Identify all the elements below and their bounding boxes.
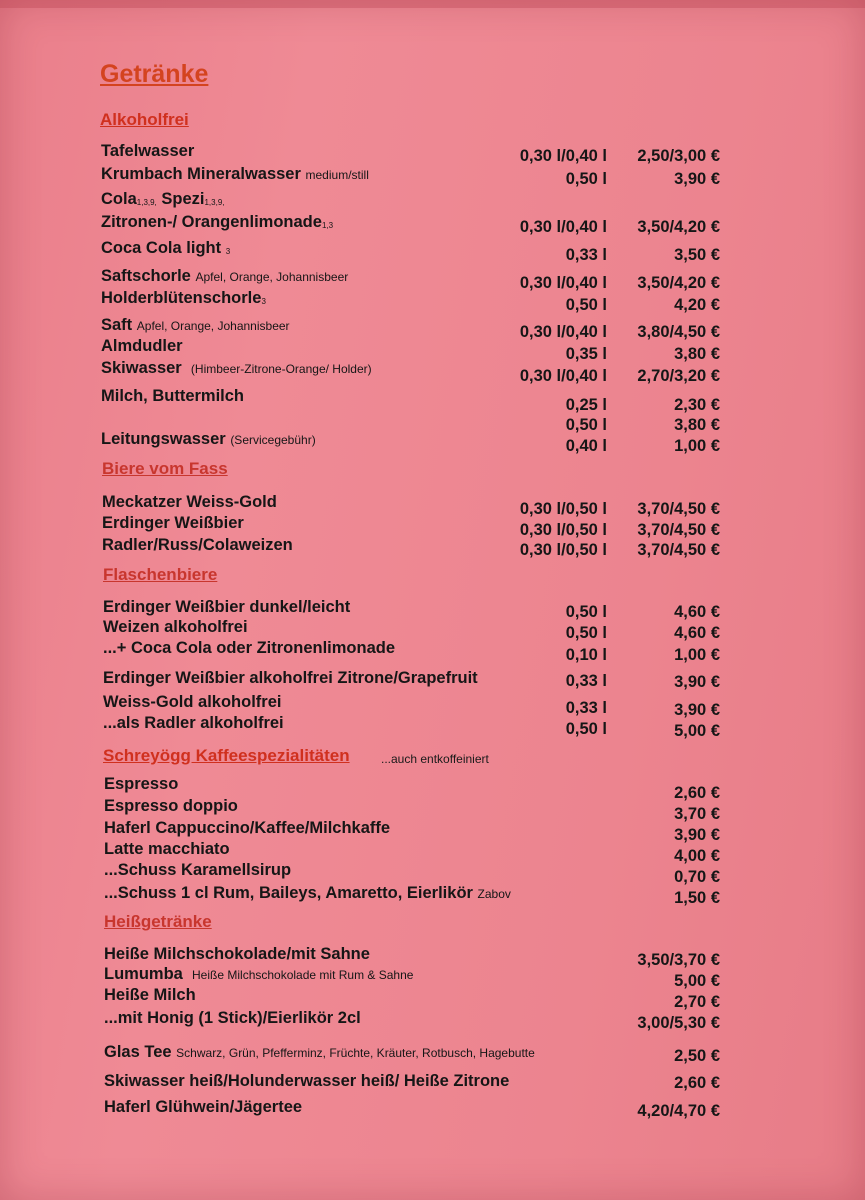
menu-item bbox=[0, 964, 865, 990]
item-name-wrap bbox=[104, 1042, 535, 1063]
item-volume: 0,40 l bbox=[565, 437, 607, 455]
item-price: 3,70/4,50 € bbox=[637, 521, 720, 539]
menu-item bbox=[0, 1097, 865, 1120]
item-price: 4,60 € bbox=[674, 624, 720, 642]
item-price: 3,80 € bbox=[674, 416, 720, 434]
item-note: medium/still bbox=[305, 168, 369, 182]
menu-item bbox=[0, 238, 865, 264]
item-name-wrap bbox=[104, 883, 511, 904]
menu-item bbox=[0, 692, 865, 719]
item-price: 3,00/5,30 € bbox=[637, 1014, 720, 1032]
menu-item bbox=[0, 535, 865, 559]
item-name: Saft bbox=[101, 316, 133, 334]
item-price: 3,70/4,50 € bbox=[637, 500, 720, 518]
item-volume: 0,33 l bbox=[565, 246, 607, 264]
item-name: ...Schuss Karamellsirup bbox=[104, 861, 292, 879]
item-price: 4,20 € bbox=[674, 296, 720, 314]
item-name: Weiss-Gold alkoholfrei bbox=[103, 693, 282, 711]
item-name: Radler/Russ/Colaweizen bbox=[102, 536, 293, 554]
menu-item bbox=[0, 774, 865, 802]
menu-item bbox=[0, 1071, 865, 1091]
item-note: Schwarz, Grün, Pfefferminz, Früchte, Kräuter, Rotbusch, Hagebutte bbox=[176, 1046, 535, 1060]
item-price: 2,30 € bbox=[674, 396, 720, 414]
item-name: Cola bbox=[101, 190, 137, 208]
menu-item bbox=[0, 288, 865, 314]
menu-item bbox=[0, 189, 865, 209]
item-name: Weizen alkoholfrei bbox=[103, 618, 248, 636]
item-name: Haferl Glühwein/Jägertee bbox=[104, 1098, 303, 1116]
item-name: Glas Tee bbox=[104, 1043, 172, 1061]
item-name: Latte macchiato bbox=[104, 840, 230, 858]
item-name: Erdinger Weißbier dunkel/leicht bbox=[103, 598, 351, 616]
item-volume: 0,33 l bbox=[565, 699, 607, 717]
item-note: Zabov bbox=[477, 887, 511, 901]
item-price: 5,00 € bbox=[674, 722, 720, 740]
item-price: 3,50 € bbox=[674, 246, 720, 264]
item-volume: 0,30 l/0,40 l bbox=[519, 274, 607, 292]
item-volume: 0,30 l/0,50 l bbox=[519, 521, 607, 539]
item-name: Haferl Cappuccino/Kaffee/Milchkaffe bbox=[104, 819, 391, 837]
item-name: Lumumba bbox=[104, 965, 183, 983]
item-volume: 0,50 l bbox=[565, 603, 607, 621]
item-volume: 0,25 l bbox=[565, 396, 607, 414]
item-price: 3,90 € bbox=[674, 673, 720, 691]
item-name-wrap bbox=[101, 164, 369, 185]
item-name: Krumbach Mineralwasser bbox=[101, 165, 301, 183]
item-volume: 0,50 l bbox=[565, 296, 607, 314]
item-name: Skiwasser bbox=[101, 359, 182, 377]
item-name-wrap bbox=[101, 238, 230, 262]
item-name: Skiwasser heiß/Holunderwasser heiß/ Heiße Zitrone bbox=[104, 1072, 510, 1090]
menu-item bbox=[0, 429, 865, 455]
item-name-wrap bbox=[101, 429, 316, 450]
allergen-codes: 1,3 bbox=[321, 221, 334, 230]
item-name: Almdudler bbox=[101, 337, 183, 355]
item-price: 4,20/4,70 € bbox=[637, 1102, 720, 1120]
item-price: 0,70 € bbox=[674, 868, 720, 886]
item-price: 2,70 € bbox=[674, 993, 720, 1011]
item-price: 1,00 € bbox=[674, 646, 720, 664]
item-price: 3,90 € bbox=[674, 701, 720, 719]
item-volume: 0,30 l/0,40 l bbox=[519, 323, 607, 341]
item-volume: 0,30 l/0,50 l bbox=[519, 500, 607, 518]
item-name-wrap bbox=[101, 358, 372, 379]
menu-item bbox=[0, 883, 865, 907]
item-name: ...als Radler alkoholfrei bbox=[103, 714, 284, 732]
menu-item bbox=[0, 985, 865, 1011]
menu-item bbox=[0, 513, 865, 539]
menu-item bbox=[0, 860, 865, 886]
item-name: Spezi bbox=[161, 190, 205, 208]
item-name: Heiße Milchschokolade/mit Sahne bbox=[104, 945, 370, 963]
menu-item bbox=[0, 617, 865, 642]
item-name-wrap bbox=[101, 212, 333, 236]
item-price: 2,60 € bbox=[674, 784, 720, 802]
item-name: ...+ Coca Cola oder Zitronenlimonade bbox=[103, 639, 396, 657]
menu-item-values bbox=[0, 146, 865, 166]
item-volume: 0,30 l/0,40 l bbox=[519, 218, 607, 236]
item-price: 2,60 € bbox=[674, 1074, 720, 1092]
item-price: 5,00 € bbox=[674, 972, 720, 990]
menu-item bbox=[0, 358, 865, 385]
item-note: Heiße Milchschokolade mit Rum & Sahne bbox=[192, 968, 414, 982]
item-name: Erdinger Weißbier alkoholfrei Zitrone/Grapefruit bbox=[103, 669, 478, 687]
item-price: 2,50/3,00 € bbox=[637, 147, 720, 165]
item-volume: 0,50 l bbox=[565, 416, 607, 434]
item-name-wrap bbox=[104, 964, 413, 985]
item-name: ...Schuss 1 cl Rum, Baileys, Amaretto, Eierlikör bbox=[104, 884, 473, 902]
item-name-wrap bbox=[101, 189, 225, 213]
item-volume: 0,50 l bbox=[565, 624, 607, 642]
item-volume: 0,33 l bbox=[565, 672, 607, 690]
item-price: 3,80/4,50 € bbox=[637, 323, 720, 341]
item-price: 2,70/3,20 € bbox=[637, 367, 720, 385]
item-name-wrap bbox=[101, 266, 348, 287]
item-name: Holderblütenschorle bbox=[101, 289, 262, 307]
page-title: Getränke bbox=[100, 60, 209, 88]
item-price: 4,00 € bbox=[674, 847, 720, 865]
item-price: 3,50/4,20 € bbox=[637, 274, 720, 292]
item-volume: 0,30 l/0,40 l bbox=[519, 147, 607, 165]
item-price: 3,50/3,70 € bbox=[637, 951, 720, 969]
item-price: 3,70 € bbox=[674, 805, 720, 823]
item-price: 1,00 € bbox=[674, 437, 720, 455]
item-name: Tafelwasser bbox=[101, 142, 195, 160]
menu-item bbox=[0, 315, 865, 341]
item-name: Erdinger Weißbier bbox=[102, 514, 244, 532]
menu-item bbox=[0, 818, 865, 844]
menu-item bbox=[0, 713, 865, 740]
item-price: 3,80 € bbox=[674, 345, 720, 363]
section-flaschenbiere: Flaschenbiere bbox=[103, 565, 218, 584]
item-name: Espresso doppio bbox=[104, 797, 238, 815]
menu-item bbox=[0, 597, 865, 621]
item-name: Saftschorle bbox=[101, 267, 191, 285]
section-kaffeespezialitaeten: Schreyögg Kaffeespezialitäten bbox=[103, 746, 350, 765]
item-price: 2,50 € bbox=[674, 1047, 720, 1065]
menu-item bbox=[0, 796, 865, 823]
item-volume: 0,30 l/0,40 l bbox=[519, 367, 607, 385]
allergen-codes: 1,3,9, bbox=[136, 198, 157, 207]
item-name: Milch, Buttermilch bbox=[101, 387, 245, 405]
item-volume: 0,10 l bbox=[565, 646, 607, 664]
item-name: Heiße Milch bbox=[104, 986, 196, 1004]
item-volume: 0,30 l/0,50 l bbox=[519, 541, 607, 559]
item-volume: 0,50 l bbox=[565, 720, 607, 738]
item-name: Leitungswasser bbox=[101, 430, 226, 448]
item-note: Apfel, Orange, Johannisbeer bbox=[195, 270, 349, 284]
item-name: ...mit Honig (1 Stick)/Eierlikör 2cl bbox=[104, 1009, 361, 1027]
item-price: 3,90 € bbox=[674, 170, 720, 188]
item-price: 3,70/4,50 € bbox=[637, 541, 720, 559]
menu-item bbox=[0, 212, 865, 236]
allergen-codes: 3 bbox=[225, 247, 231, 256]
allergen-codes: 1,3,9, bbox=[204, 198, 225, 207]
item-volume: 0,35 l bbox=[565, 345, 607, 363]
section-note: ...auch entkoffeiniert bbox=[381, 752, 489, 766]
item-note: (Himbeer-Zitrone-Orange/ Holder) bbox=[190, 362, 372, 376]
item-price: 3,50/4,20 € bbox=[637, 218, 720, 236]
menu-item bbox=[0, 668, 865, 691]
item-name-wrap bbox=[101, 288, 266, 312]
item-name: Meckatzer Weiss-Gold bbox=[102, 493, 277, 511]
item-note: (Servicegebühr) bbox=[230, 433, 316, 447]
item-price: 1,50 € bbox=[674, 889, 720, 907]
item-name: Espresso bbox=[104, 775, 179, 793]
item-volume: 0,50 l bbox=[565, 170, 607, 188]
menu-item bbox=[0, 638, 865, 664]
allergen-codes: 3 bbox=[261, 297, 266, 306]
menu-item bbox=[0, 839, 865, 865]
menu-item bbox=[0, 1008, 865, 1032]
item-name: Coca Cola light bbox=[101, 239, 222, 257]
item-name-wrap bbox=[101, 315, 290, 336]
menu-item bbox=[0, 944, 865, 969]
menu-item bbox=[0, 1042, 865, 1065]
section-heissgetraenke: Heißgetränke bbox=[104, 912, 212, 931]
menu-item bbox=[0, 164, 865, 188]
section-alkoholfrei: Alkoholfrei bbox=[100, 110, 189, 129]
item-price: 4,60 € bbox=[674, 603, 720, 621]
item-name: Zitronen-/ Orangenlimonade bbox=[101, 213, 322, 231]
menu-item bbox=[0, 266, 865, 292]
item-note: Apfel, Orange, Johannisbeer bbox=[136, 319, 290, 333]
section-biere-vom-fass: Biere vom Fass bbox=[102, 459, 228, 478]
item-price: 3,90 € bbox=[674, 826, 720, 844]
menu-item bbox=[0, 336, 865, 363]
menu-item-values bbox=[0, 395, 865, 415]
menu-item bbox=[0, 492, 865, 518]
